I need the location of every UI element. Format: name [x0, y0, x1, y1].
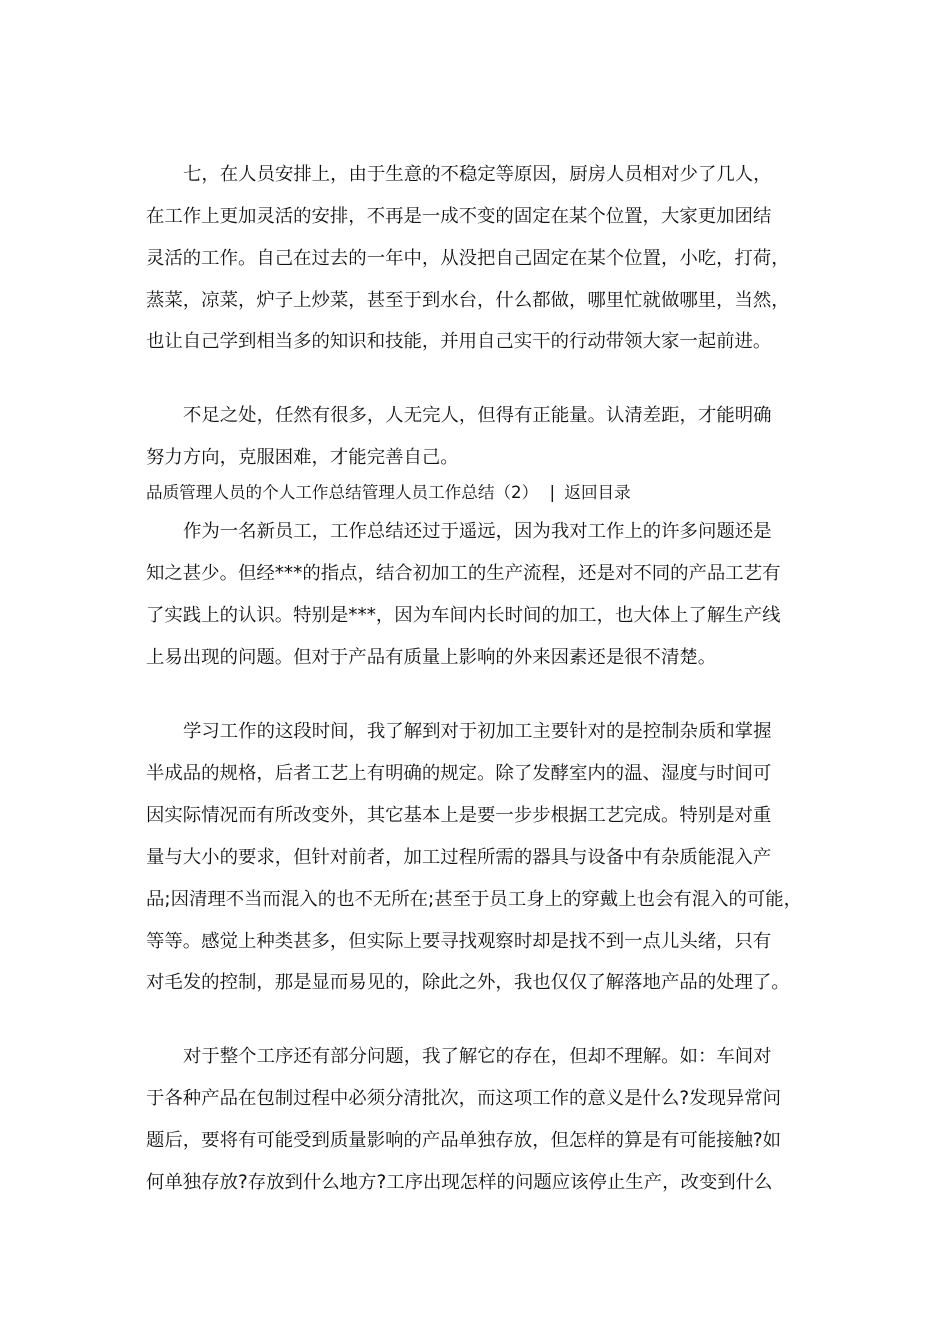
text-line: 于各种产品在包制过程中必须分清批次，而这项工作的意义是什么?发现异常问 — [146, 1088, 782, 1109]
text-line: 蒸菜，凉菜，炉子上炒菜，甚至于到水台，什么都做，哪里忙就做哪里，当然， — [146, 290, 790, 311]
text-line: 品;因清理不当而混入的也不无所在;甚至于员工身上的穿戴上也会有混入的可能， — [146, 889, 803, 910]
text-line: 对于整个工序还有部分问题，我了解它的存在，但却不理解。如：车间对 — [183, 1046, 772, 1067]
text-line: 灵活的工作。自己在过去的一年中，从没把自己固定在某个位置，小吃，打荷， — [146, 248, 790, 269]
heading-separator: | — [549, 483, 556, 502]
text-line: 题后，要将有可能受到质量影响的产品单独存放，但怎样的算是有可能接触?如 — [146, 1130, 782, 1151]
text-line: 量与大小的要求，但针对前者，加工过程所需的器具与设备中有杂质能混入产 — [146, 847, 772, 868]
text-line: 因实际情况而有所改变外，其它基本上是要一步步根据工艺完成。特别是对重 — [146, 805, 772, 826]
text-line: 七，在人员安排上，由于生意的不稳定等原因，厨房人员相对少了几人， — [183, 164, 772, 185]
heading-title: 品质管理人员的个人工作总结管理人员工作总结（2） — [146, 483, 539, 502]
text-line: 了实践上的认识。特别是***，因为车间内长时间的加工，也大体上了解生产线 — [146, 605, 781, 626]
text-line: 努力方向，克服困难，才能完善自己。 — [146, 447, 459, 468]
back-to-toc-link[interactable]: 返回目录 — [564, 483, 631, 502]
section-heading — [146, 481, 631, 505]
text-line: 知之甚少。但经***的指点，结合初加工的生产流程，还是对不同的产品工艺有 — [146, 563, 781, 584]
text-line: 等等。感觉上种类甚多，但实际上要寻找观察时却是找不到一点儿头绪，只有 — [146, 931, 772, 952]
text-line: 作为一名新员工，工作总结还过于遥远，因为我对工作上的许多问题还是 — [183, 521, 772, 542]
text-line: 不足之处，任然有很多，人无完人，但得有正能量。认清差距，才能明确 — [183, 405, 772, 426]
text-line: 学习工作的这段时间，我了解到对于初加工主要针对的是控制杂质和掌握 — [183, 721, 772, 742]
text-line: 何单独存放?存放到什么地方?工序出现怎样的问题应该停止生产，改变到什么 — [146, 1172, 773, 1193]
text-line: 对毛发的控制，那是显而易见的，除此之外，我也仅仅了解落地产品的处理了。 — [146, 972, 790, 993]
text-line: 半成品的规格，后者工艺上有明确的规定。除了发酵室内的温、湿度与时间可 — [146, 763, 772, 784]
text-line: 也让自己学到相当多的知识和技能，并用自己实干的行动带领大家一起前进。 — [146, 331, 772, 352]
text-line: 在工作上更加灵活的安排，不再是一成不变的固定在某个位置，大家更加团结 — [146, 206, 772, 227]
text-line: 上易出现的问题。但对于产品有质量上影响的外来因素还是很不清楚。 — [146, 647, 717, 668]
